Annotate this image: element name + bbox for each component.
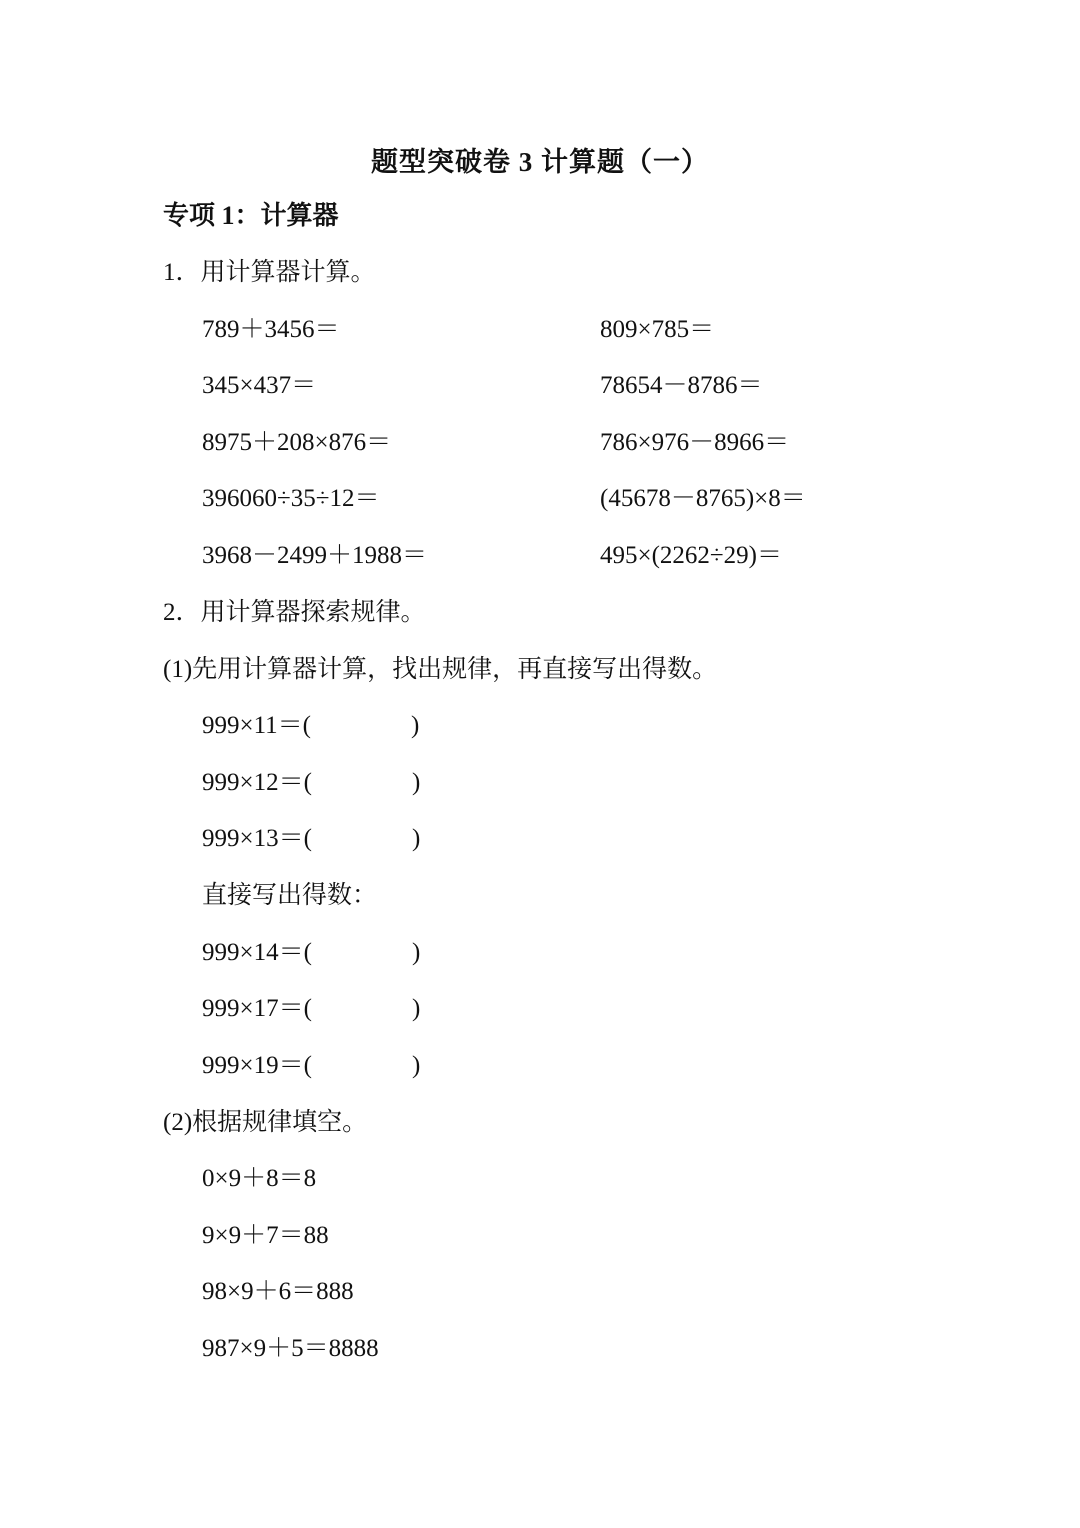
- fill-blank-row: [202, 708, 419, 744]
- pattern-item: 9×9＋7＝88: [202, 1222, 329, 1249]
- close-paren: ): [411, 939, 421, 966]
- q1-left-item: 3968－2499＋1988＝: [202, 542, 428, 569]
- q1-left-item: 8975＋208×876＝: [202, 429, 392, 456]
- fill-blank-row: [202, 935, 420, 971]
- expression: 999×13＝(: [202, 825, 312, 852]
- pattern-item: 98×9＋6＝888: [202, 1278, 354, 1305]
- q1-right-item: 809×785＝: [600, 316, 715, 343]
- close-paren: ): [411, 995, 421, 1022]
- direct-answer-label: 直接写出得数：: [202, 882, 378, 909]
- expression: 999×14＝(: [202, 939, 312, 966]
- q1-right-item: 78654－8786＝: [600, 372, 763, 399]
- question-1-prompt: 1．用计算器计算。: [163, 259, 376, 286]
- close-paren: ): [411, 1052, 421, 1079]
- q1-right-item: (45678－8765)×8＝: [600, 485, 806, 512]
- pattern-item: 987×9＋5＝8888: [202, 1335, 379, 1362]
- fill-blank-row: [202, 1048, 420, 1084]
- question-2-part-1-prompt: (1)先用计算器计算，找出规律，再直接写出得数。: [163, 656, 718, 683]
- fill-blank-row: [202, 821, 420, 857]
- expression: 999×19＝(: [202, 1052, 312, 1079]
- page-title: 题型突破卷 3 计算题（一）: [371, 147, 709, 177]
- expression: 999×11＝(: [202, 712, 311, 739]
- q1-right-item: 495×(2262÷29)＝: [600, 542, 782, 569]
- expression: 999×12＝(: [202, 769, 312, 796]
- question-2-prompt: 2．用计算器探索规律。: [163, 599, 426, 626]
- close-paren: ): [411, 769, 421, 796]
- fill-blank-row: [202, 991, 420, 1027]
- question-2-part-2-prompt: (2)根据规律填空。: [163, 1109, 368, 1136]
- pattern-item: 0×9＋8＝8: [202, 1165, 317, 1192]
- q1-left-item: 345×437＝: [202, 372, 317, 399]
- expression: 999×17＝(: [202, 995, 312, 1022]
- q1-right-item: 786×976－8966＝: [600, 429, 790, 456]
- fill-blank-row: [202, 765, 420, 801]
- q1-left-item: 789＋3456＝: [202, 316, 340, 343]
- section-heading: 专项 1：计算器: [163, 201, 339, 230]
- close-paren: ): [411, 712, 420, 739]
- close-paren: ): [411, 825, 421, 852]
- q1-left-item: 396060÷35÷12＝: [202, 485, 380, 512]
